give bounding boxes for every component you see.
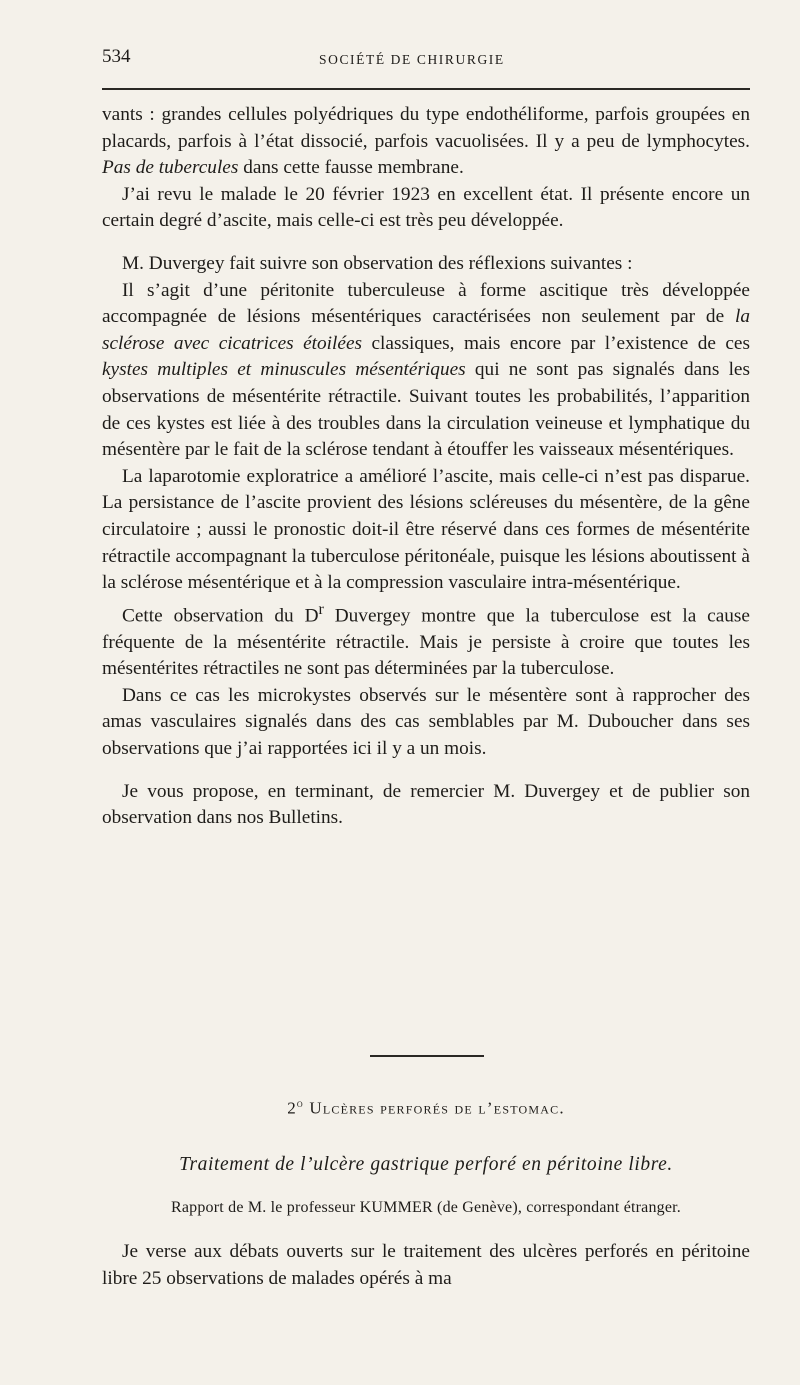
body-text	[102, 102, 750, 832]
document-page	[102, 40, 750, 1289]
page-header	[102, 40, 750, 70]
paragraph-duvergey-intro: M. Duvergey fait suivre son observation des réflexions suivantes :	[122, 252, 633, 274]
paragraph-microcysts: Dans ce cas les microkystes observés sur le mésentère sont à rapprocher des amas vasculaires signalés dans des cas semblables par M. Duboucher dans ses observations que j’ai rapportées ici il y a un mois.	[102, 684, 750, 760]
paragraph-laparotomy: La laparotomie exploratrice a amélioré l’ascite, mais celle-ci n’est pas disparue. La persistance de l’ascite provient des lésions scléreuses du mésentère, de la gêne circulatoire ; aussi le pronostic doit-il être réservé dans ces formes de mésentérite rétractile accompagnant la tuberculose péritonéale, puisque les lésions aboutissent à la sclérose mésentérique et à la compression vasculaire intra-mésentérique.	[102, 465, 750, 594]
paragraph-observation: Cette observation du $D^r$ Duvergey montre que la tuberculose est la cause fréquente de la mésentérite rétractile. Mais je persiste à croire que toutes les mésentérites rétractiles ne sont pas déterminées par la tuberculose.	[102, 600, 750, 680]
paragraph-ulcer-intro: Je verse aux débats ouverts sur le traitement des ulcères perforés en péritoine libre 25 observations de malades opérés à ma	[102, 1241, 750, 1289]
running-title: SOCIÉTÉ DE CHIRURGIE	[319, 52, 505, 67]
section-subtitle: Traitement de l’ulcère gastrique perforé en péritoine libre.	[179, 1154, 673, 1175]
header-rule	[102, 88, 750, 90]
paragraph-revisit: J’ai revu le malade le 20 février 1923 en excellent état. Il présente encore un certain degré d’ascite, mais celle-ci est très peu développée.	[102, 183, 750, 232]
page-number: 534	[102, 46, 131, 67]
report-attribution: Rapport de M. le professeur KUMMER (de Genève), correspondant étranger.	[170, 1199, 682, 1216]
section-separator	[370, 1055, 484, 1057]
paragraph-conclusion: Je vous propose, en terminant, de remercier M. Duvergey et de publier son observation dans nos Bulletins.	[102, 780, 750, 829]
paragraph-peritonitis: Il s’agit d’une péritonite tuberculeuse à forme ascitique très développée accompagnée de lésions mésentériques caractérisées non seulement par de la sclérose avec cicatrices étoilées classiques, mais encore par l’existence de ces kystes multiples et minuscules mésentériques qui ne sont pas signalés dans les observations de mésentérite rétractile. Suivant toutes les probabilités, l’apparition de ces kystes est liée à des troubles dans la circulation veineuse et lymphatique du mésentère par le fait de la sclérose tendant à étouffer les vaisseaux mésentériques.	[102, 279, 750, 461]
paragraph-continued: vants : grandes cellules polyédriques du type endothéliforme, parfois groupées en placards, parfois à l’état dissocié, parfois vacuolisées. Il y a peu de lymphocytes. Pas de tubercules dans cette fausse membrane.	[102, 104, 750, 179]
section-heading: 2$^o$ Ulcères perforés de l’estomac.	[287, 1098, 565, 1118]
